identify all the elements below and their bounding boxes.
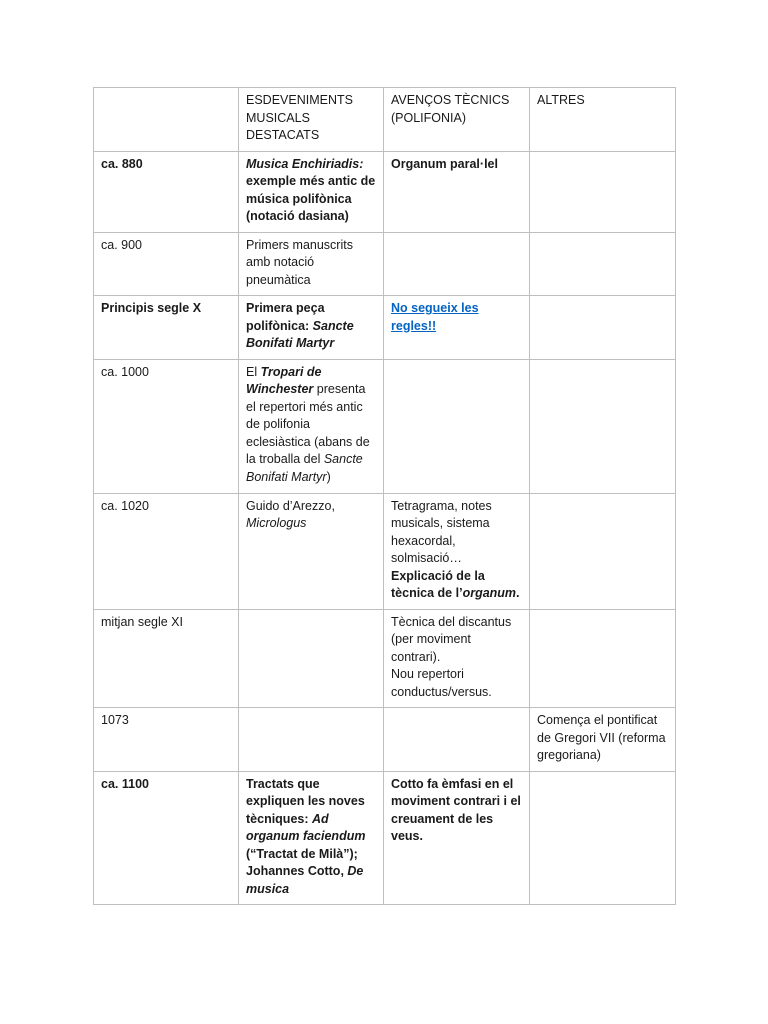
date-cell: mitjan segle XI xyxy=(94,609,239,708)
other-cell xyxy=(530,771,676,905)
header-tech-line1: AVENÇOS TÈCNICS xyxy=(391,93,510,107)
tech-text: Tetragrama, notes musicals, sistema hexacordal, solmisació… xyxy=(391,498,492,565)
event-text: Guido d’Arezzo, xyxy=(246,498,335,513)
header-date-cell xyxy=(94,88,239,152)
tech-cell xyxy=(384,609,530,708)
tech-text: . xyxy=(516,586,520,600)
event-text: presenta el repertori més antic de polifonia eclesiàstica (abans de la troballa del xyxy=(246,382,370,466)
header-events-line1: ESDEVENIMENTS xyxy=(246,93,353,107)
tech-cell xyxy=(384,296,530,360)
tech-text: Explicació de la tècnica de l’ xyxy=(391,568,485,600)
event-title: De musica xyxy=(246,864,364,896)
timeline-table xyxy=(93,87,676,905)
event-title: Musica Enchiriadis: xyxy=(246,156,364,171)
event-text: (“Tractat de Milà”); Johannes Cotto, xyxy=(246,846,358,878)
date-cell: ca. 900 xyxy=(94,232,239,296)
event-cell xyxy=(239,493,384,609)
event-cell xyxy=(239,609,384,708)
event-cell: Primers manuscrits amb notació pneumàtica xyxy=(239,232,384,296)
table-row xyxy=(94,493,676,609)
table-row xyxy=(94,609,676,708)
other-cell xyxy=(530,232,676,296)
date-cell: ca. 1100 xyxy=(94,771,239,905)
tech-text: Nou repertori conductus/versus. xyxy=(391,667,492,699)
other-cell xyxy=(530,359,676,493)
event-text: El xyxy=(246,364,261,379)
other-cell xyxy=(530,493,676,609)
event-title: Sancte Bonifati Martyr xyxy=(246,452,363,484)
event-title: Ad organum faciendum xyxy=(246,811,366,843)
other-cell xyxy=(530,296,676,360)
table-row xyxy=(94,771,676,905)
event-cell xyxy=(239,708,384,772)
header-tech-cell xyxy=(384,88,530,152)
date-cell: ca. 1000 xyxy=(94,359,239,493)
date-cell: Principis segle X xyxy=(94,296,239,360)
table-row xyxy=(94,151,676,232)
tech-cell: Cotto fa èmfasi en el moviment contrari i el creuament de les veus. xyxy=(384,771,530,905)
tech-term: organum xyxy=(462,586,517,600)
header-row xyxy=(94,88,676,152)
event-text: exemple més antic de música polifònica (notació dasiana) xyxy=(246,174,376,223)
other-cell xyxy=(530,609,676,708)
tech-text: Tècnica del discantus (per moviment contrari). xyxy=(391,614,512,664)
event-cell xyxy=(239,151,384,232)
tech-cell xyxy=(384,493,530,609)
header-tech-line2: (POLIFONIA) xyxy=(391,110,467,125)
event-cell xyxy=(239,296,384,360)
table-row xyxy=(94,708,676,772)
table-row xyxy=(94,232,676,296)
date-cell: ca. 1020 xyxy=(94,493,239,609)
event-cell xyxy=(239,359,384,493)
event-title: Tropari de Winchester xyxy=(246,364,322,396)
header-others-cell: ALTRES xyxy=(530,88,676,152)
other-cell xyxy=(530,151,676,232)
date-cell: ca. 880 xyxy=(94,151,239,232)
rules-link[interactable]: No segueix les regles!! xyxy=(391,301,479,333)
event-text: Primera peça polifònica: xyxy=(246,301,325,333)
event-text: Tractats que expliquen les noves tècniques: xyxy=(246,776,365,826)
event-cell xyxy=(239,771,384,905)
table-row xyxy=(94,296,676,360)
header-events-cell xyxy=(239,88,384,152)
tech-cell: Organum paral·lel xyxy=(384,151,530,232)
event-text: ) xyxy=(326,469,331,484)
tech-cell xyxy=(384,708,530,772)
tech-cell xyxy=(384,232,530,296)
date-cell: 1073 xyxy=(94,708,239,772)
tech-text-bold xyxy=(391,568,522,603)
tech-cell xyxy=(384,359,530,493)
other-cell: Comença el pontificat de Gregori VII (reforma gregoriana) xyxy=(530,708,676,772)
table-row xyxy=(94,359,676,493)
event-title: Micrologus xyxy=(246,516,307,530)
event-title: Sancte Bonifati Martyr xyxy=(246,318,354,350)
header-events-line2: MUSICALS DESTACATS xyxy=(246,110,320,142)
